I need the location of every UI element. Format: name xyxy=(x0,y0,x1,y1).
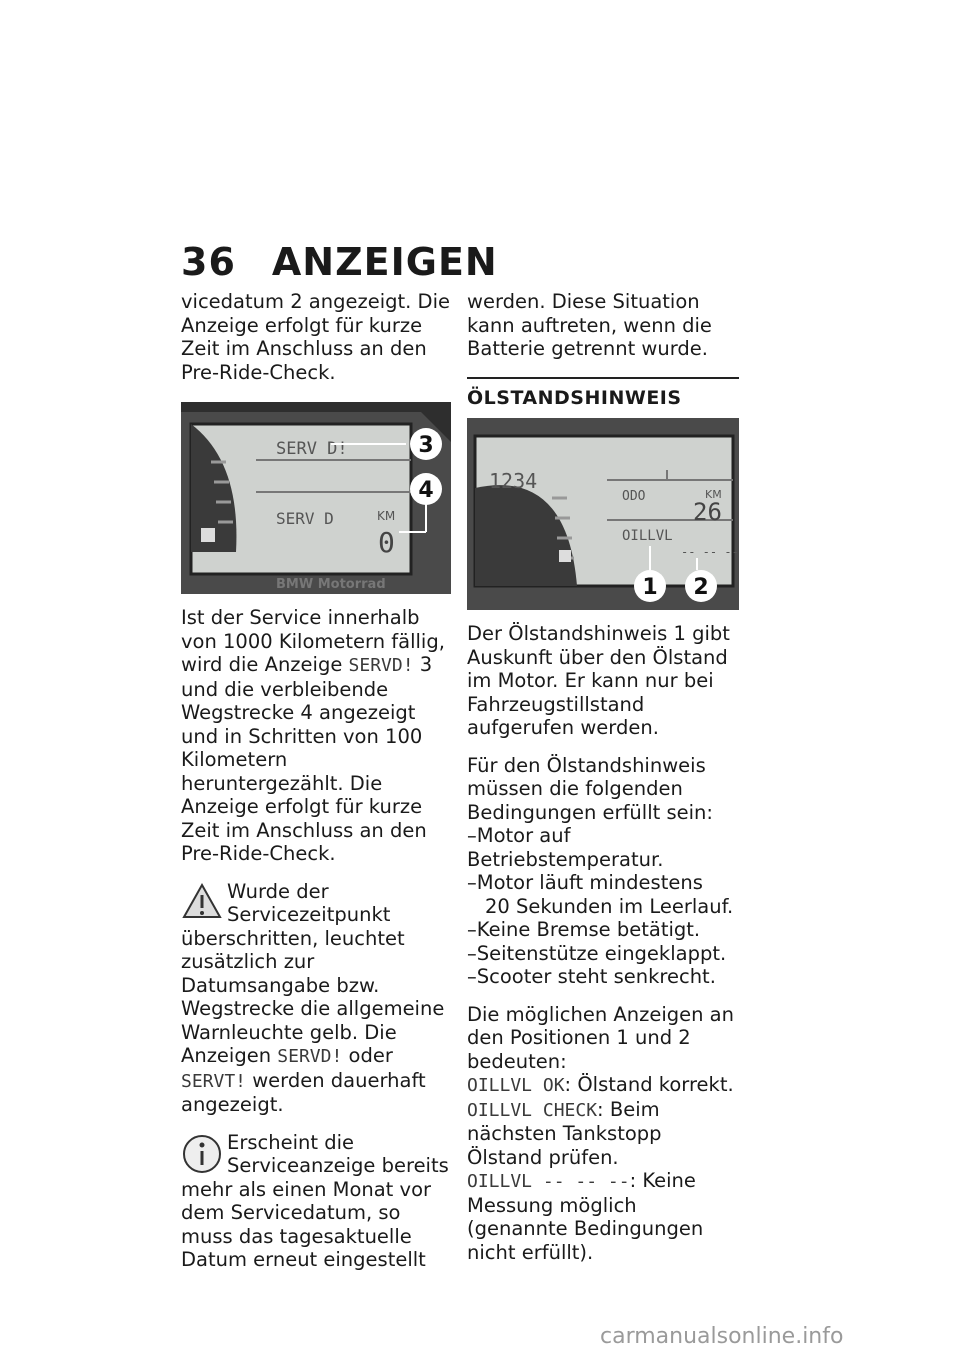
watermark: carmanualsonline.info xyxy=(600,1324,844,1349)
list-item: –Seitenstütze eingeklappt. xyxy=(467,941,727,965)
meanings-intro: Die möglichen Anzeigen an den Positionen 1 und 2 bedeuten: xyxy=(467,1002,734,1073)
left-column xyxy=(181,290,451,1286)
conditions-list xyxy=(467,824,739,989)
clock-display: 1234 xyxy=(489,469,538,493)
list-item: –Motor auf Betriebstemperatur. xyxy=(467,824,664,871)
meaning-ok: OILLVL OK: Ölstand korrekt. xyxy=(467,1073,734,1096)
warning-note: Wurde der Servicezeitpunkt überschritten, leuchtet zusätzlich zur Datumsangabe bzw. Wegstrecke die allgemeine Warnleuchte gelb. Die Anzeigen SERVD! oder SERVT! werden dauerhaft angezeigt. xyxy=(181,879,445,1116)
page-header xyxy=(181,240,498,284)
list-item: –Motor läuft mindestens xyxy=(467,871,703,894)
display-line1: SERV D! xyxy=(276,439,348,459)
oil-label: OILLVL xyxy=(622,528,673,544)
warning-icon xyxy=(181,882,223,926)
list-item: –Scooter steht senkrecht. xyxy=(467,965,716,988)
oil-level-display-figure xyxy=(467,418,739,610)
display-value: 0 xyxy=(378,526,395,559)
callout-3: 3 xyxy=(418,433,434,458)
continuation-paragraph: werden. Diese Situation kann auftreten, wenn die Batterie getrennt wurde. xyxy=(467,290,712,360)
service-paragraph: Ist der Service innerhalb von 1000 Kilometern fällig, wird die Anzeige SERVD! 3 und die verbleibende Wegstrecke 4 angezeigt und in Schritten von 100 Kilometern heruntergezählt. Die Anzeige erfolgt für kurze Zeit im Anschluss an den Pre-Ride-Check. xyxy=(181,606,445,865)
info-icon xyxy=(181,1133,223,1177)
oil-value: -- -- -- xyxy=(681,545,739,559)
odo-label: ODO xyxy=(622,489,646,504)
code-servd: SERVD! xyxy=(348,655,414,676)
list-item: 20 Sekunden im Leerlauf. xyxy=(485,894,734,918)
page-number: 36 xyxy=(181,240,236,284)
page-title: ANZEIGEN xyxy=(271,240,498,284)
code-servt: SERVT! xyxy=(181,1070,247,1092)
intro-paragraph: vicedatum 2 angezeigt. Die Anzeige erfolgt für kurze Zeit im Anschluss an den Pre-Ride-Check. xyxy=(181,290,450,384)
display-unit: KM xyxy=(377,509,396,523)
info-note: Erscheint die Serviceanzeige bereits mehr als einen Monat vor dem Servicedatum, so muss das tagesaktuelle Datum erneut eingestellt xyxy=(181,1130,449,1271)
brand-label: BMW Motorrad xyxy=(276,577,386,592)
right-column xyxy=(467,290,739,1264)
code-servd: SERVD! xyxy=(277,1046,343,1067)
odo-value: 26 xyxy=(693,498,722,526)
section-heading: ÖLSTANDSHINWEIS xyxy=(467,377,739,411)
conditions-intro: Für den Ölstandshinweis müssen die folgenden Bedingungen erfüllt sein: xyxy=(467,753,713,824)
meaning-check: OILLVL CHECK: Beim nächsten Tankstopp Ölstand prüfen. xyxy=(467,1097,662,1169)
service-display-figure xyxy=(181,402,451,594)
callout-4: 4 xyxy=(418,478,434,503)
odo-unit: KM xyxy=(705,488,722,501)
list-item: –Keine Bremse betätigt. xyxy=(467,918,701,941)
callout-2: 2 xyxy=(693,575,709,600)
oil-intro-paragraph: Der Ölstandshinweis 1 gibt Auskunft über den Ölstand im Motor. Er kann nur bei Fahrzeugstillstand aufgerufen werden. xyxy=(467,622,730,739)
display-line2: SERV D xyxy=(276,509,334,528)
callout-1: 1 xyxy=(642,575,658,600)
meaning-none: OILLVL -- -- --: Keine Messung möglich (genannte Bedingungen nicht erfüllt). xyxy=(467,1169,704,1264)
